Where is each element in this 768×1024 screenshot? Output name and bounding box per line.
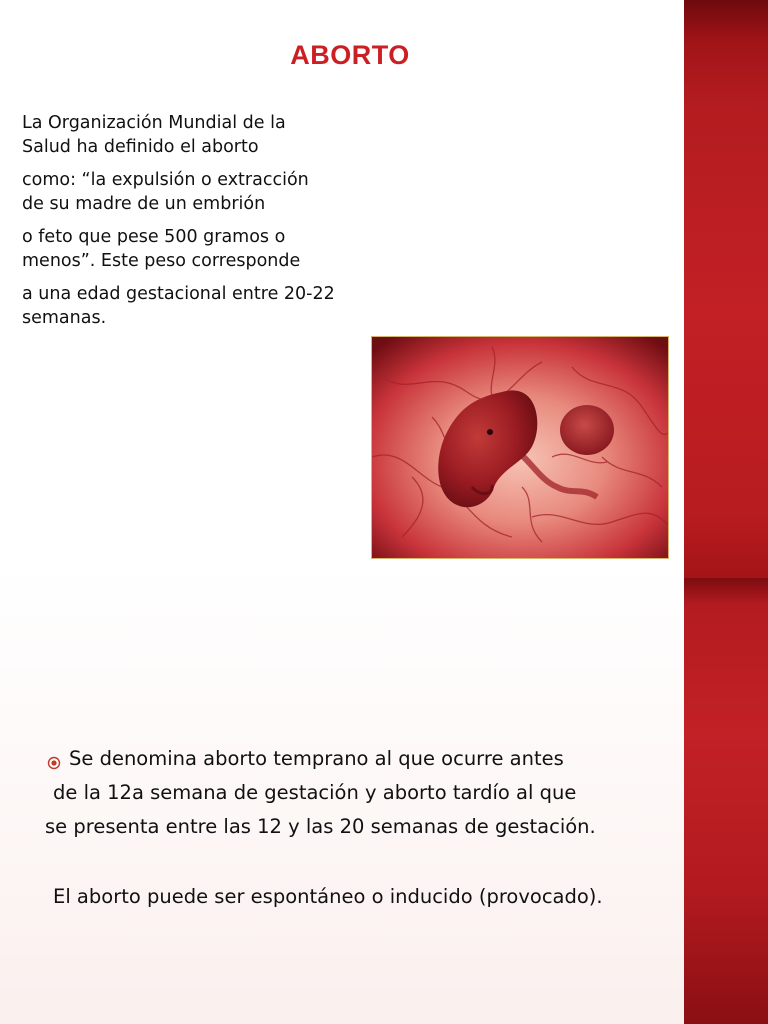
intro-paragraph: [22, 111, 367, 330]
bullet-line: de la 12a semana de gestación y aborto tardío al que: [53, 781, 577, 804]
intro-line: o feto que pese 500 gramos o: [22, 227, 286, 247]
intro-line: como: “la expulsión o extracción: [22, 170, 309, 190]
intro-line: La Organización Mundial de la: [22, 113, 286, 133]
bullet-line: Se denomina aborto temprano al que ocurre antes: [69, 747, 564, 770]
intro-line: a una edad gestacional entre 20-22: [22, 284, 335, 304]
embryo-photo: [371, 336, 669, 559]
embryo-illustration: [372, 337, 669, 559]
bullet-icon: [47, 756, 61, 770]
intro-line: Salud ha definido el aborto: [22, 137, 259, 157]
closing-statement: El aborto puede ser espontáneo o inducido (provocado).: [53, 885, 603, 908]
intro-line: menos”. Este peso corresponde: [22, 251, 301, 271]
intro-line: semanas.: [22, 308, 107, 328]
bullet-line: se presenta entre las 12 y las 20 semanas de gestación.: [45, 815, 596, 838]
intro-line: de su madre de un embrión: [22, 194, 266, 214]
decorative-side-band-lower: [684, 578, 768, 1024]
slide-title: ABORTO: [290, 40, 410, 70]
